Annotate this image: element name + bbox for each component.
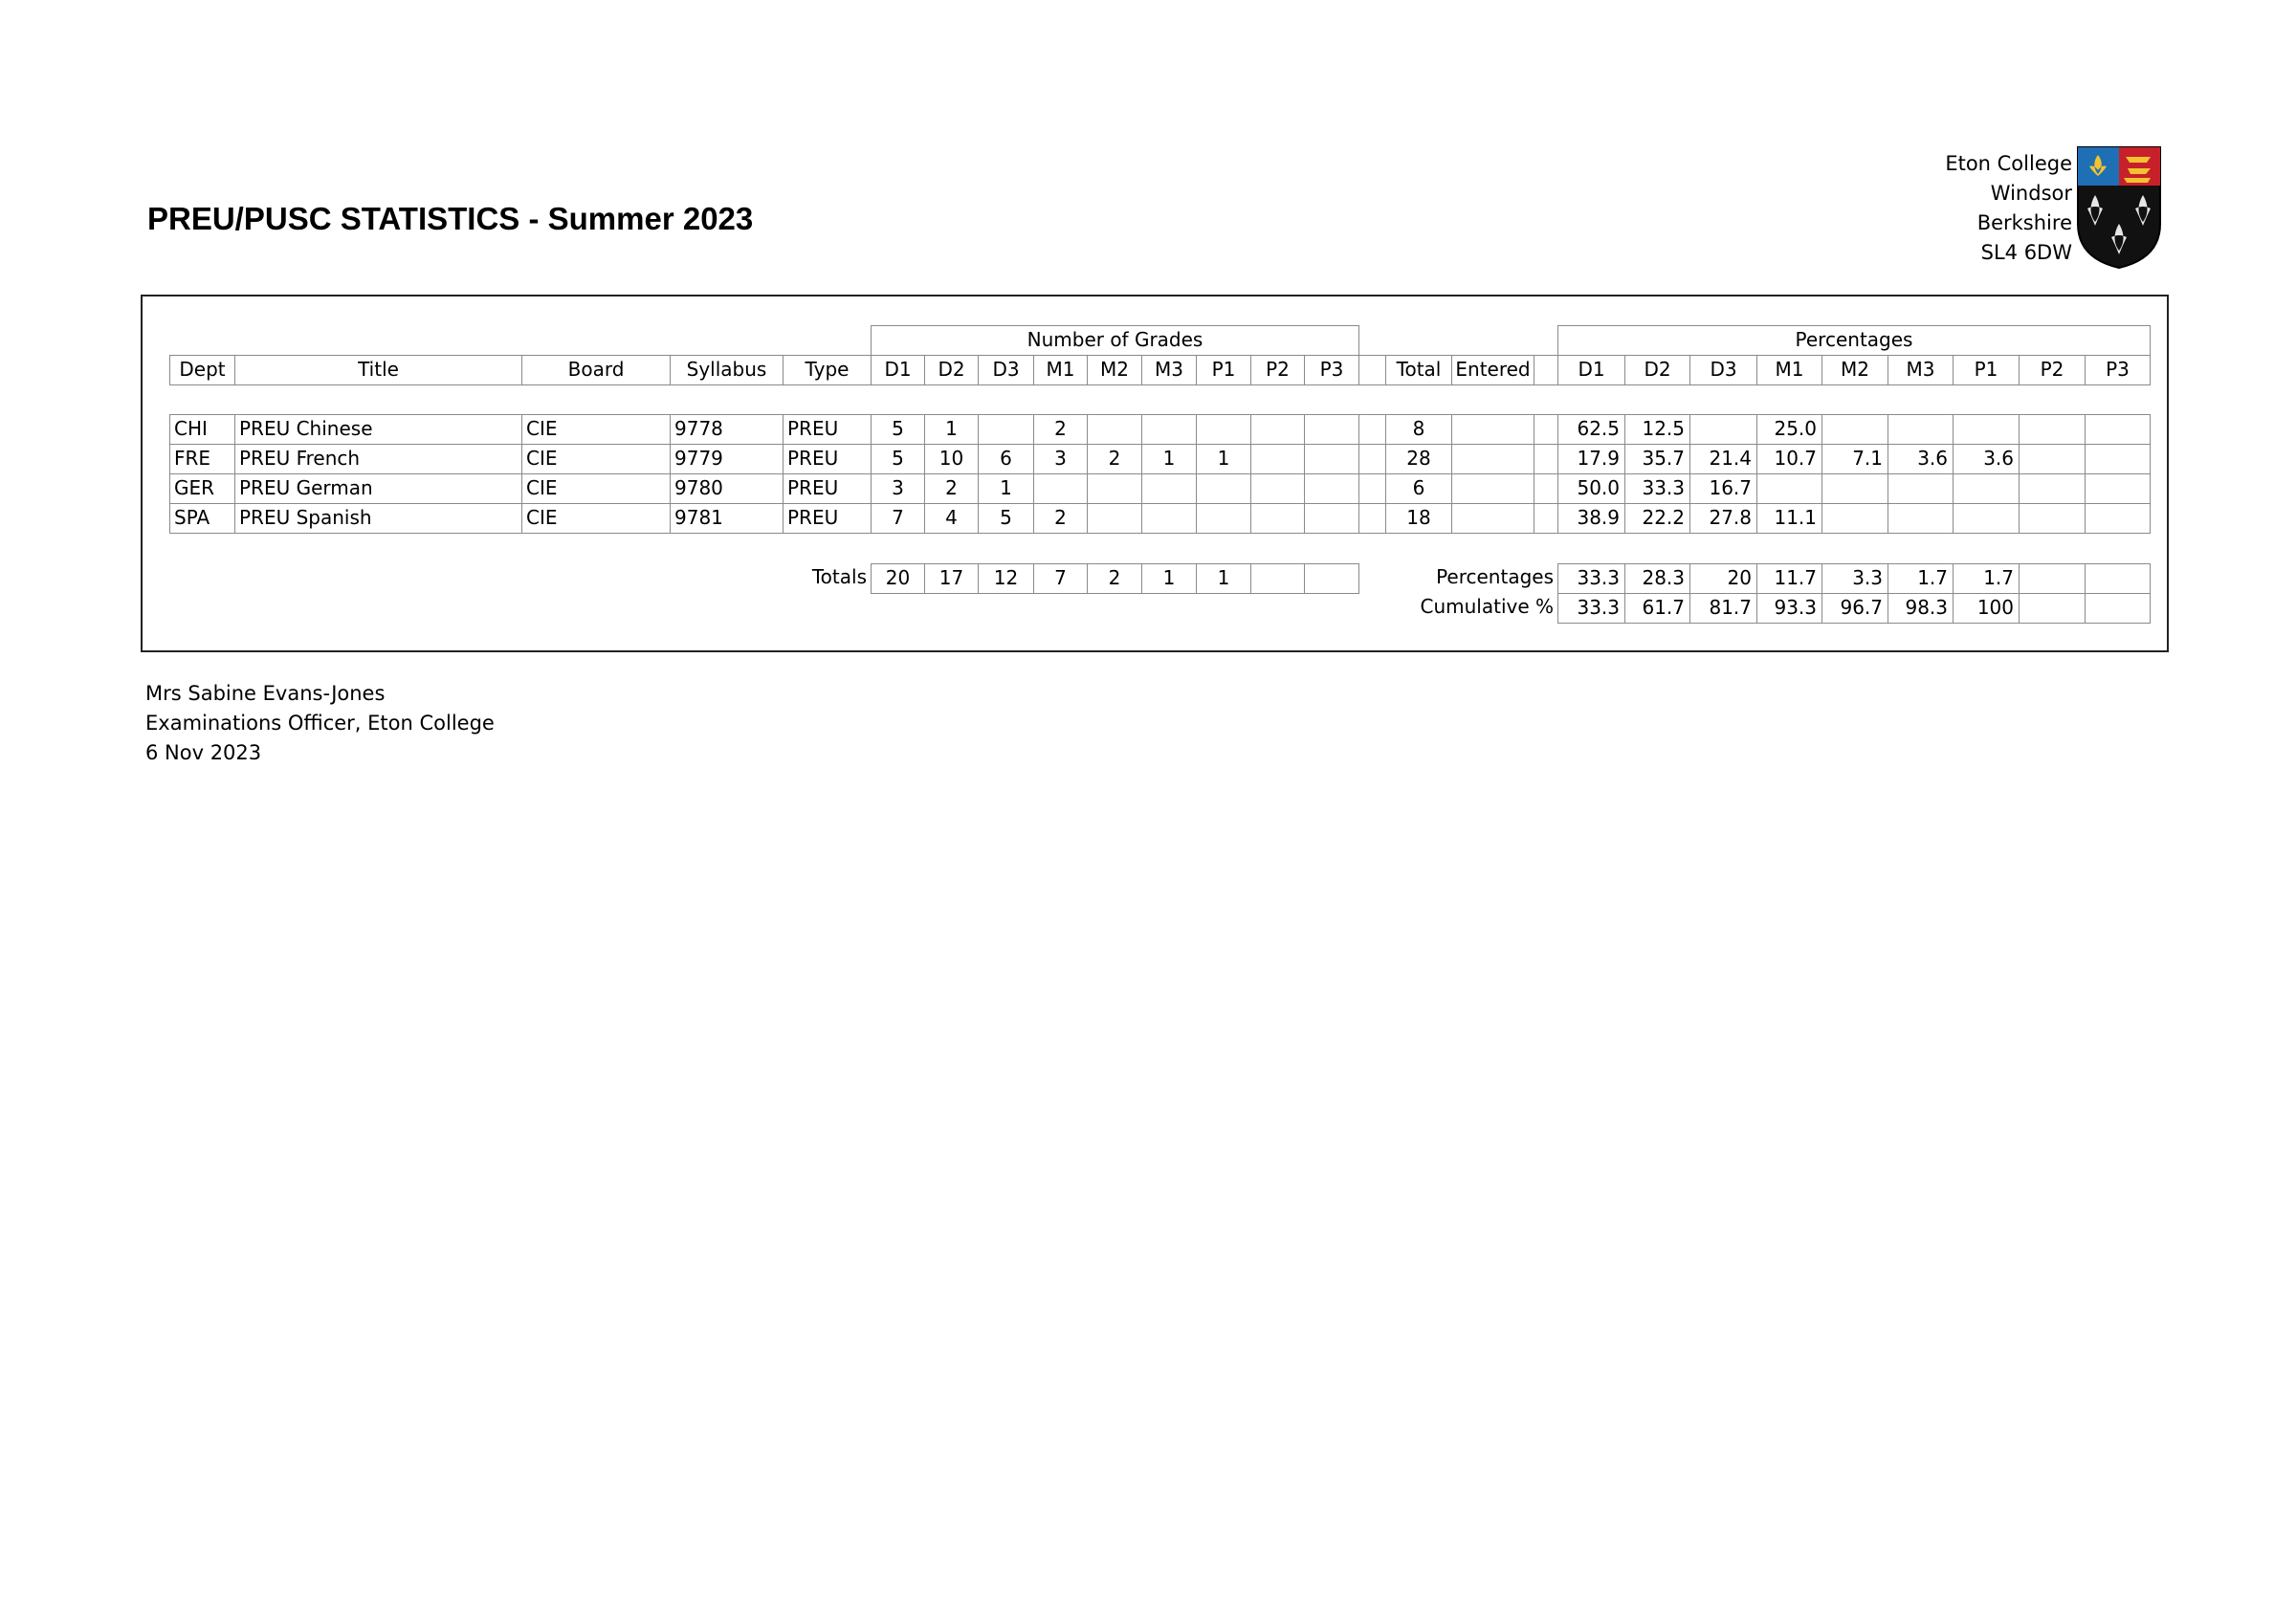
row-grade-percentage: 22.2	[1624, 503, 1690, 534]
col-header-grade-m1: M1	[1033, 355, 1088, 385]
address-line: SL4 6DW	[1980, 241, 2072, 264]
page-title: PREU/PUSC STATISTICS - Summer 2023	[147, 201, 754, 236]
row-grade-count: 1	[1196, 444, 1251, 474]
totals-cell: 1	[1196, 563, 1251, 594]
row-grade-count	[1250, 444, 1305, 474]
school-address	[1945, 149, 2072, 268]
totals-cell	[1304, 563, 1359, 594]
col-header-pct-d2: D2	[1624, 355, 1690, 385]
row-grade-count: 4	[924, 503, 979, 534]
col-header-pct-m1: M1	[1756, 355, 1822, 385]
totals-cell: 12	[978, 563, 1034, 594]
row-total: 28	[1385, 444, 1452, 474]
row-spacer	[1534, 473, 1558, 504]
row-grade-count: 2	[924, 473, 979, 504]
col-header-pct-p3: P3	[2085, 355, 2151, 385]
row-grade-count: 1	[924, 414, 979, 445]
row-grade-percentage: 16.7	[1689, 473, 1757, 504]
cumulative-percentage-cell: 93.3	[1756, 593, 1822, 624]
summary-percentages-label: Percentages	[1436, 565, 1554, 588]
row-grade-count	[1087, 503, 1142, 534]
row-grade-count: 2	[1033, 414, 1088, 445]
cumulative-label: Cumulative %	[1420, 595, 1554, 618]
row-grade-percentage	[1821, 473, 1888, 504]
row-spacer	[1358, 503, 1386, 534]
cumulative-percentage-cell: 81.7	[1689, 593, 1757, 624]
totals-cell: 7	[1033, 563, 1088, 594]
col-header-grade-m3: M3	[1141, 355, 1197, 385]
row-board: CIE	[521, 503, 671, 534]
signature-block	[145, 679, 495, 768]
col-header-spacer	[1534, 355, 1558, 385]
col-header-pct-m2: M2	[1821, 355, 1888, 385]
row-type: PREU	[783, 503, 872, 534]
row-grade-count	[1304, 473, 1359, 504]
row-grade-percentage	[2085, 444, 2151, 474]
row-entered	[1451, 473, 1534, 504]
summary-percentage-cell: 11.7	[1756, 563, 1822, 594]
row-total: 8	[1385, 414, 1452, 445]
row-grade-count	[1250, 503, 1305, 534]
row-spacer	[1358, 473, 1386, 504]
row-grade-percentage: 11.1	[1756, 503, 1822, 534]
col-header-grade-p2: P2	[1250, 355, 1305, 385]
row-grade-percentage	[1953, 503, 2020, 534]
row-grade-count: 5	[871, 414, 925, 445]
col-header-total: Total	[1385, 355, 1452, 385]
cumulative-percentage-cell	[2019, 593, 2086, 624]
row-grade-percentage: 50.0	[1557, 473, 1625, 504]
row-grade-count	[1250, 473, 1305, 504]
col-header-title: Title	[234, 355, 522, 385]
row-grade-count	[1196, 473, 1251, 504]
col-header-spacer	[1358, 355, 1386, 385]
row-grade-percentage: 3.6	[1888, 444, 1954, 474]
row-grade-count	[978, 414, 1034, 445]
row-dept: FRE	[169, 444, 235, 474]
summary-percentage-cell: 20	[1689, 563, 1757, 594]
row-grade-percentage	[2019, 444, 2086, 474]
row-grade-percentage	[2019, 414, 2086, 445]
row-grade-count: 5	[978, 503, 1034, 534]
row-grade-percentage: 62.5	[1557, 414, 1625, 445]
col-header-grade-d3: D3	[978, 355, 1034, 385]
row-title: PREU French	[234, 444, 522, 474]
row-grade-count: 3	[1033, 444, 1088, 474]
row-spacer	[1534, 503, 1558, 534]
row-board: CIE	[521, 414, 671, 445]
row-dept: SPA	[169, 503, 235, 534]
row-dept: CHI	[169, 414, 235, 445]
row-syllabus: 9780	[670, 473, 784, 504]
row-grade-count: 6	[978, 444, 1034, 474]
officer-name: Mrs Sabine Evans-Jones	[145, 682, 386, 705]
cumulative-percentage-cell	[2085, 593, 2151, 624]
row-grade-percentage: 38.9	[1557, 503, 1625, 534]
grades-group-header: Number of Grades	[871, 325, 1359, 356]
row-syllabus: 9779	[670, 444, 784, 474]
row-grade-count	[1033, 473, 1088, 504]
summary-percentage-cell: 28.3	[1624, 563, 1690, 594]
row-spacer	[1358, 444, 1386, 474]
row-entered	[1451, 503, 1534, 534]
report-date: 6 Nov 2023	[145, 741, 262, 764]
row-grade-percentage	[2019, 503, 2086, 534]
row-grade-percentage: 7.1	[1821, 444, 1888, 474]
row-title: PREU Spanish	[234, 503, 522, 534]
row-spacer	[1534, 444, 1558, 474]
col-header-grade-m2: M2	[1087, 355, 1142, 385]
row-grade-percentage: 3.6	[1953, 444, 2020, 474]
row-grade-count: 3	[871, 473, 925, 504]
totals-label: Totals	[811, 565, 867, 588]
row-grade-percentage	[1953, 473, 2020, 504]
col-header-pct-m3: M3	[1888, 355, 1954, 385]
row-grade-percentage	[1953, 414, 2020, 445]
row-grade-percentage: 35.7	[1624, 444, 1690, 474]
row-board: CIE	[521, 473, 671, 504]
row-grade-percentage: 27.8	[1689, 503, 1757, 534]
row-grade-count: 2	[1087, 444, 1142, 474]
address-line: Eton College	[1945, 152, 2072, 175]
row-grade-count	[1087, 473, 1142, 504]
row-grade-count: 7	[871, 503, 925, 534]
row-entered	[1451, 444, 1534, 474]
row-grade-count	[1304, 414, 1359, 445]
row-syllabus: 9781	[670, 503, 784, 534]
col-header-entered: Entered	[1451, 355, 1534, 385]
row-grade-count	[1141, 473, 1197, 504]
row-dept: GER	[169, 473, 235, 504]
col-header-grade-p3: P3	[1304, 355, 1359, 385]
totals-cell: 20	[871, 563, 925, 594]
totals-cell: 17	[924, 563, 979, 594]
col-header-board: Board	[521, 355, 671, 385]
row-total: 6	[1385, 473, 1452, 504]
row-grade-percentage	[2085, 503, 2151, 534]
officer-role: Examinations Officer, Eton College	[145, 712, 495, 735]
summary-percentage-cell	[2019, 563, 2086, 594]
row-grade-percentage	[1821, 503, 1888, 534]
row-grade-percentage	[2085, 473, 2151, 504]
row-grade-count: 5	[871, 444, 925, 474]
summary-percentage-cell: 1.7	[1953, 563, 2020, 594]
eton-college-crest-icon	[2076, 145, 2162, 270]
cumulative-percentage-cell: 100	[1953, 593, 2020, 624]
row-grade-count	[1196, 503, 1251, 534]
row-grade-percentage	[1888, 414, 1954, 445]
row-grade-percentage	[1689, 414, 1757, 445]
row-grade-count: 10	[924, 444, 979, 474]
row-syllabus: 9778	[670, 414, 784, 445]
row-grade-count	[1087, 414, 1142, 445]
totals-cell	[1250, 563, 1305, 594]
row-grade-percentage: 10.7	[1756, 444, 1822, 474]
row-grade-count	[1141, 503, 1197, 534]
summary-percentage-cell: 33.3	[1557, 563, 1625, 594]
col-header-type: Type	[783, 355, 872, 385]
col-header-pct-p2: P2	[2019, 355, 2086, 385]
row-grade-percentage	[1756, 473, 1822, 504]
totals-cell: 1	[1141, 563, 1197, 594]
col-header-pct-d3: D3	[1689, 355, 1757, 385]
row-grade-count	[1196, 414, 1251, 445]
col-header-syllabus: Syllabus	[670, 355, 784, 385]
row-title: PREU Chinese	[234, 414, 522, 445]
cumulative-percentage-cell: 98.3	[1888, 593, 1954, 624]
row-grade-percentage: 12.5	[1624, 414, 1690, 445]
row-type: PREU	[783, 414, 872, 445]
cumulative-percentage-cell: 96.7	[1821, 593, 1888, 624]
cumulative-percentage-cell: 61.7	[1624, 593, 1690, 624]
col-header-pct-d1: D1	[1557, 355, 1625, 385]
row-grade-count: 1	[978, 473, 1034, 504]
col-header-grade-p1: P1	[1196, 355, 1251, 385]
summary-percentage-cell	[2085, 563, 2151, 594]
address-line: Berkshire	[1976, 211, 2072, 234]
row-grade-percentage	[1888, 473, 1954, 504]
totals-cell: 2	[1087, 563, 1142, 594]
row-entered	[1451, 414, 1534, 445]
row-type: PREU	[783, 444, 872, 474]
col-header-dept: Dept	[169, 355, 235, 385]
row-grade-count	[1304, 503, 1359, 534]
row-grade-percentage: 17.9	[1557, 444, 1625, 474]
row-spacer	[1358, 414, 1386, 445]
row-spacer	[1534, 414, 1558, 445]
row-grade-count: 2	[1033, 503, 1088, 534]
summary-percentage-cell: 1.7	[1888, 563, 1954, 594]
row-grade-count: 1	[1141, 444, 1197, 474]
row-grade-percentage: 25.0	[1756, 414, 1822, 445]
row-grade-count	[1250, 414, 1305, 445]
cumulative-percentage-cell: 33.3	[1557, 593, 1625, 624]
address-line: Windsor	[1990, 182, 2072, 205]
row-grade-percentage	[2019, 473, 2086, 504]
row-grade-percentage: 33.3	[1624, 473, 1690, 504]
row-grade-count	[1304, 444, 1359, 474]
row-board: CIE	[521, 444, 671, 474]
row-total: 18	[1385, 503, 1452, 534]
row-grade-percentage	[2085, 414, 2151, 445]
row-grade-percentage	[1888, 503, 1954, 534]
col-header-grade-d2: D2	[924, 355, 979, 385]
row-type: PREU	[783, 473, 872, 504]
col-header-pct-p1: P1	[1953, 355, 2020, 385]
row-title: PREU German	[234, 473, 522, 504]
summary-percentage-cell: 3.3	[1821, 563, 1888, 594]
row-grade-count	[1141, 414, 1197, 445]
row-grade-percentage: 21.4	[1689, 444, 1757, 474]
col-header-grade-d1: D1	[871, 355, 925, 385]
percentages-group-header: Percentages	[1557, 325, 2151, 356]
row-grade-percentage	[1821, 414, 1888, 445]
